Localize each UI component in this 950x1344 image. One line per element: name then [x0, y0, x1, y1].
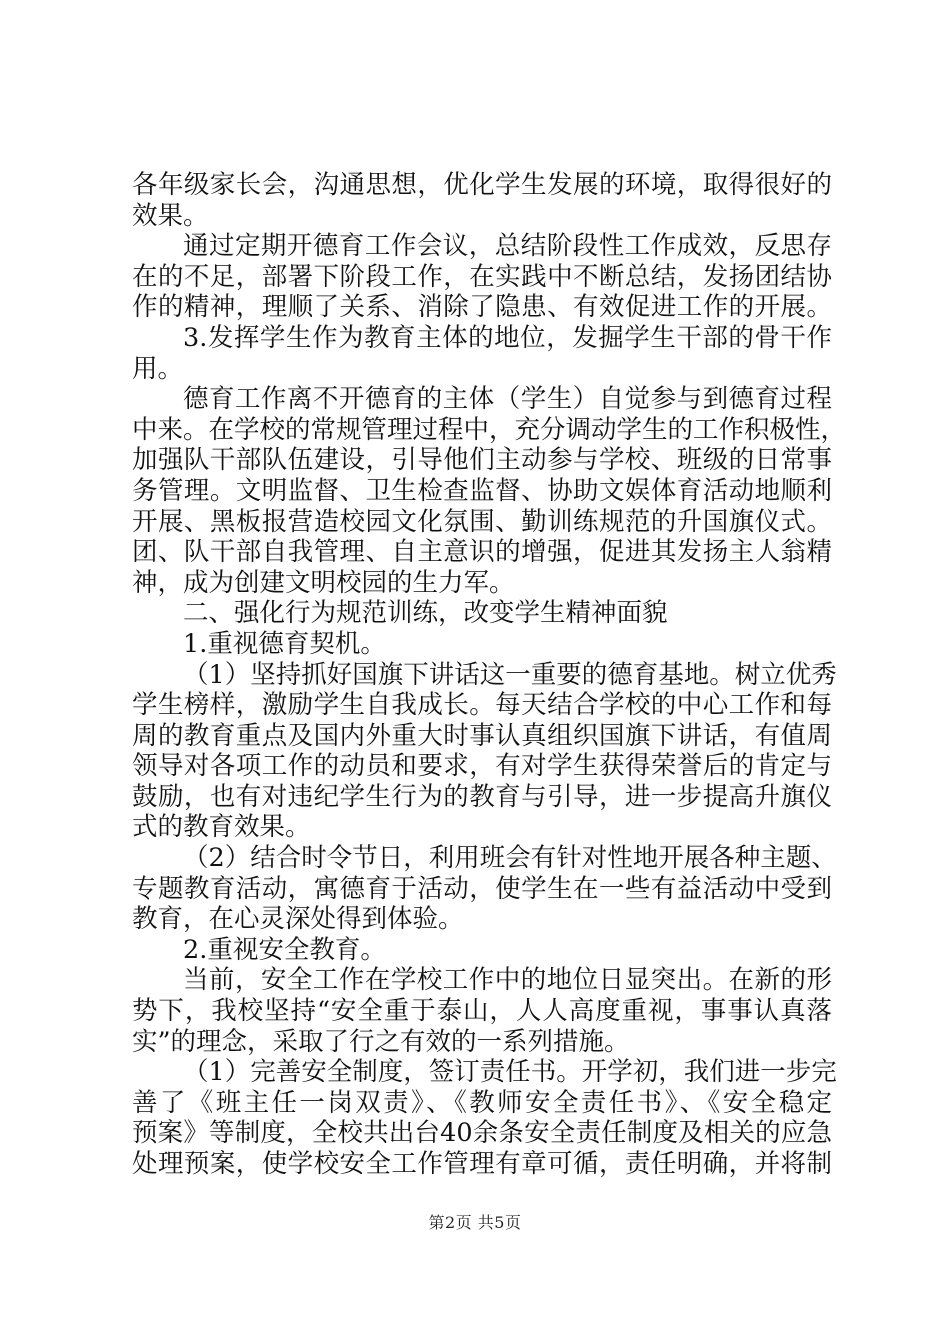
- text-line: （1）完善安全制度，签订责任书。开学初，我们进一步完: [183, 1057, 837, 1088]
- page-footer: 第2页 共5页: [428, 1213, 522, 1232]
- text-line: 2.重视安全教育。: [183, 934, 386, 965]
- text-line: （2）结合时令节日，利用班会有针对性地开展各种主题、: [183, 843, 837, 874]
- text-line: 用。: [132, 353, 184, 384]
- text-line: （1）坚持抓好国旗下讲话这一重要的德育基地。树立优秀: [183, 659, 837, 690]
- text-line: 领导对各项工作的动员和要求，有对学生获得荣誉后的肯定与: [132, 751, 832, 782]
- text-line: 1.重视德育契机。: [183, 628, 386, 659]
- text-line: 德育工作离不开德育的主体（学生）自觉参与到德育过程: [183, 384, 832, 415]
- text-line: 神，成为创建文明校园的生力军。: [132, 567, 515, 598]
- text-line: 当前，安全工作在学校工作中的地位日显突出。在新的形: [183, 965, 832, 996]
- text-line: 势下，我校坚持“安全重于泰山，人人高度重视，事事认真落: [132, 996, 832, 1027]
- text-line: 各年级家长会，沟通思想，优化学生发展的环境，取得很好的: [132, 170, 832, 200]
- text-line: 作的精神，理顺了关系、消除了隐患、有效促进工作的开展。: [132, 292, 832, 323]
- text-line: 学生榜样，激励学生自我成长。每天结合学校的中心工作和每: [132, 690, 832, 721]
- text-line: 教育，在心灵深处得到体验。: [132, 904, 464, 935]
- text-line: 实”的理念，采取了行之有效的一系列措施。: [132, 1026, 630, 1057]
- text-line: 处理预案，使学校安全工作管理有章可循，责任明确，并将制: [132, 1149, 832, 1179]
- text-line: 开展、黑板报营造校园文化氛围、勤训练规范的升国旗仪式。: [132, 506, 832, 537]
- text-line: 加强队干部队伍建设，引导他们主动参与学校、班级的日常事: [132, 445, 832, 476]
- text-line: 效果。: [132, 200, 209, 231]
- text-line: 善了《班主任一岗双责》、《教师安全责任书》、《安全稳定: [132, 1087, 832, 1118]
- text-line: 预案》等制度，全校共出台40余条安全责任制度及相关的应急: [132, 1118, 832, 1149]
- text-line: 在的不足，部署下阶段工作，在实践中不断总结，发扬团结协: [132, 261, 832, 292]
- text-line: 式的教育效果。: [132, 812, 311, 843]
- text-line: 专题教育活动，寓德育于活动，使学生在一些有益活动中受到: [132, 873, 832, 904]
- text-line: 务管理。文明监督、卫生检查监督、协助文娱体育活动地顺利: [132, 475, 832, 506]
- text-line: 通过定期开德育工作会议，总结阶段性工作成效，反思存: [183, 231, 832, 262]
- document-body: [132, 170, 847, 1180]
- text-line: 3.发挥学生作为教育主体的地位，发掘学生干部的骨干作: [183, 322, 832, 353]
- text-line: 周的教育重点及国内外重大时事认真组织国旗下讲话，有值周: [132, 720, 832, 751]
- text-line: 二、强化行为规范训练，改变学生精神面貌: [183, 598, 668, 629]
- text-line: 中来。在学校的常规管理过程中，充分调动学生的工作积极性，: [132, 414, 847, 445]
- text-line: 团、队干部自我管理、自主意识的增强，促进其发扬主人翁精: [132, 537, 832, 568]
- text-line: 鼓励，也有对违纪学生行为的教育与引导，进一步提高升旗仪: [132, 781, 832, 812]
